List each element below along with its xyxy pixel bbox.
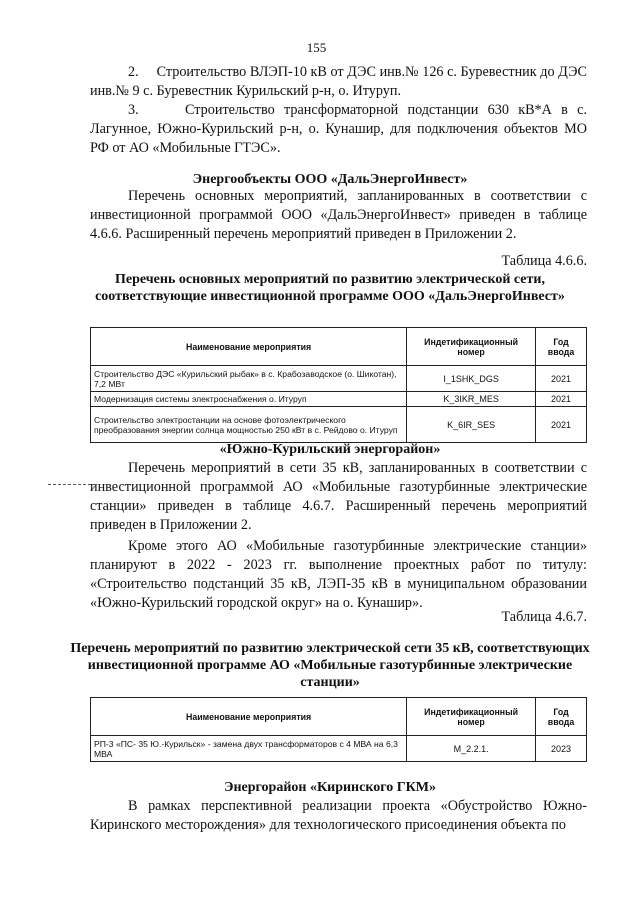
column-header-id: Индетификационный номер bbox=[407, 328, 536, 366]
table-467 bbox=[90, 697, 587, 762]
cell-year: 2021 bbox=[536, 392, 587, 407]
section-heading-yuzhno-kurilsky: «Южно-Курильский энергорайон» bbox=[219, 442, 441, 457]
cell-name: РП-3 «ПС- 35 Ю.-Курильск» - замена двух трансформаторов с 4 МВА на 6,3 МВА bbox=[91, 736, 407, 762]
table-header-row bbox=[91, 698, 587, 736]
paragraph-kirinsky: В рамках перспективной реализации проекта «Обустройство Южно-Киринского месторождения» для технологического присоединения объекта по bbox=[90, 798, 587, 833]
table-caption-466: Таблица 4.6.6. bbox=[501, 253, 587, 269]
margin-scribble bbox=[48, 484, 96, 486]
cell-name: Строительство ДЭС «Курильский рыбак» в с. Крабозаводское (о. Шикотан), 7,2 МВт bbox=[91, 366, 407, 392]
paragraph-yuzhno-kurilsky-2: Кроме этого АО «Мобильные газотурбинные электрические станции» планируют в 2022 - 2023 гг. выполнение проектных работ по титулу: «Строительство подстанций 35 кВ, ЛЭП-35 кВ в муниципальном образовании «Южно-Курильский городской округ» на о. Кунашир». bbox=[90, 538, 587, 611]
table-caption-467: Таблица 4.6.7. bbox=[501, 609, 587, 625]
column-header-year: Год ввода bbox=[536, 328, 587, 366]
cell-name: Модернизация системы электроснабжения о. Итуруп bbox=[91, 392, 407, 407]
cell-id: K_3IKR_MES bbox=[407, 392, 536, 407]
paragraph-yuzhno-kurilsky-1: Перечень мероприятий в сети 35 кВ, запланированных в соответствии с инвестиционной программой АО «Мобильные газотурбинные электрические станции» приведен в таблице 4.6.7. Расширенный перечень мероприятий приведен в Приложении 2. bbox=[90, 460, 587, 533]
table-row bbox=[91, 736, 587, 762]
section-heading-kirinsky: Энергорайон «Киринского ГКМ» bbox=[223, 780, 436, 795]
page-number: 155 bbox=[306, 40, 327, 55]
table-title-467: Перечень мероприятий по развитию электрической сети 35 кВ, соответствующих инвестиционной программе АО «Мобильные газотурбинные электрические станции» bbox=[70, 641, 590, 690]
table-title-466: Перечень основных мероприятий по развитию электрической сети, соответствующие инвестиционной программе ООО «ДальЭнергоИнвест» bbox=[95, 272, 565, 304]
paragraph-dalenergoinvest: Перечень основных мероприятий, запланированных в соответствии с инвестиционной программой ООО «ДальЭнергоИнвест» приведен в таблице 4.6.6. Расширенный перечень мероприятий приведен в Приложении 2. bbox=[90, 188, 587, 242]
table-header-row bbox=[91, 328, 587, 366]
cell-id: K_6IR_SES bbox=[407, 407, 536, 443]
cell-name: Строительство электростанции на основе фотоэлектрического преобразования энергии солнца мощностью 250 кВт в с. Рейдово о. Итуруп bbox=[91, 407, 407, 443]
column-header-year: Год ввода bbox=[536, 698, 587, 736]
cell-year: 2021 bbox=[536, 366, 587, 392]
table-row bbox=[91, 407, 587, 443]
column-header-id: Индетификационный номер bbox=[407, 698, 536, 736]
table-row bbox=[91, 366, 587, 392]
cell-year: 2021 bbox=[536, 407, 587, 443]
table-row bbox=[91, 392, 587, 407]
cell-year: 2023 bbox=[536, 736, 587, 762]
table-466 bbox=[90, 327, 587, 443]
section-heading-dalenergoinvest: Энергообъекты ООО «ДальЭнергоИнвест» bbox=[192, 172, 468, 187]
cell-id: M_2.2.1. bbox=[407, 736, 536, 762]
column-header-name: Наименование мероприятия bbox=[91, 698, 407, 736]
column-header-name: Наименование мероприятия bbox=[91, 328, 407, 366]
list-item-3: 3. Строительство трансформаторной подстанции 630 кВ*А в с. Лагунное, Южно-Курильский р-н, о. Кунашир, для подключения объектов МО РФ от АО «Мобильные ГТЭС». bbox=[90, 102, 587, 156]
list-item-2: 2. Строительство ВЛЭП-10 кВ от ДЭС инв.№ 126 с. Буревестник до ДЭС инв.№ 9 с. Буревестник Курильский р-н, о. Итуруп. bbox=[90, 64, 587, 99]
cell-id: I_1SHK_DGS bbox=[407, 366, 536, 392]
